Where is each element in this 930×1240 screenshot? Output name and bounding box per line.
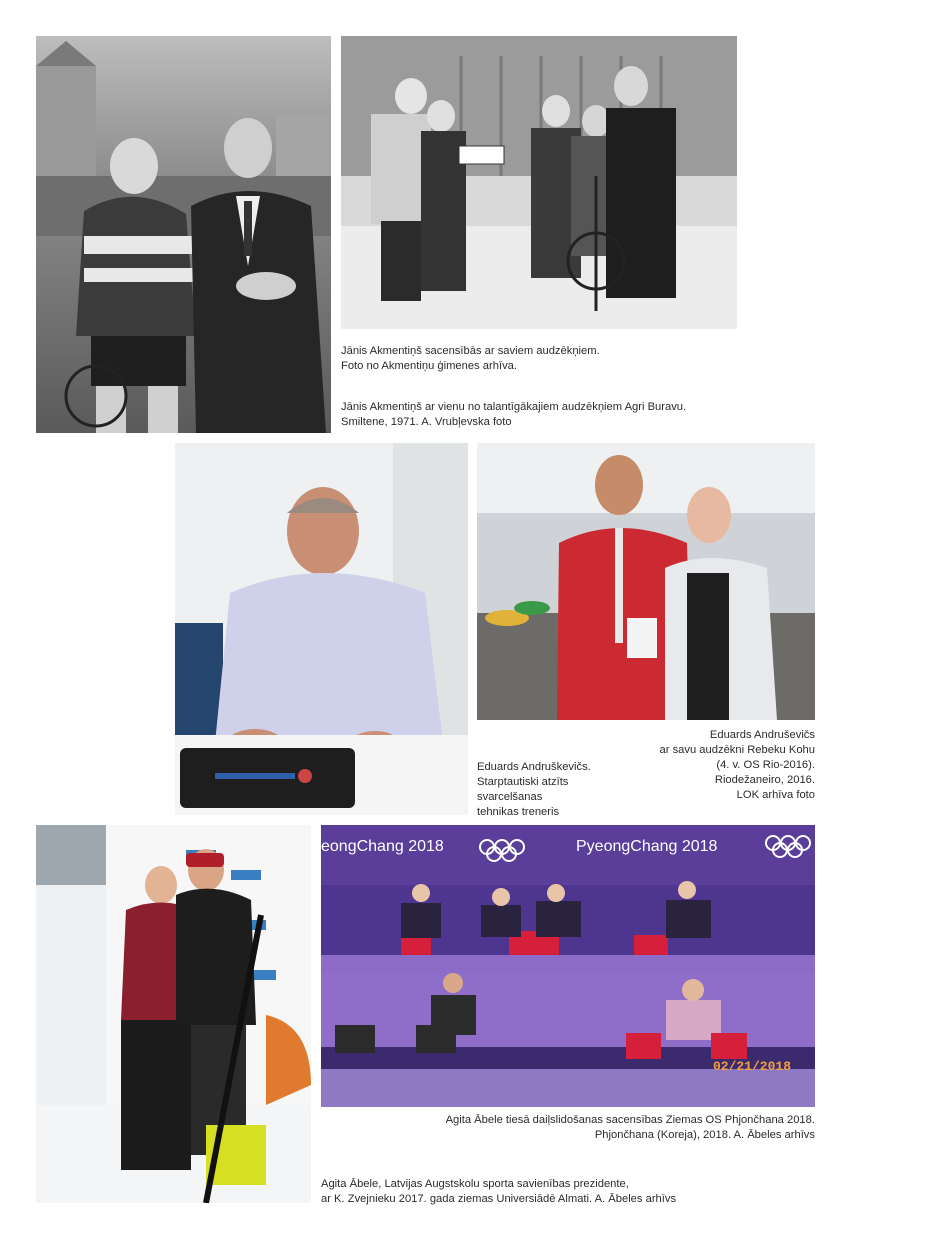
caption-andrusevics-koha (660, 728, 815, 803)
caption-line: Riodežaneiro, 2016. (714, 774, 815, 786)
photo-abele-universiade (36, 825, 311, 1203)
caption-line: ar K. Zvejnieku 2017. gada ziemas Universiādē Almati. A. Ābeles arhīvs (321, 1193, 677, 1205)
caption-line: Smiltene, 1971. A. Vrubļevska foto (341, 416, 512, 428)
photo-akmentins-cyclist (36, 36, 331, 433)
photo-abele-pyeongchang (321, 825, 815, 1107)
caption-andruskevics (477, 760, 591, 820)
caption-line: Foto no Akmentiņu ģimenes arhīva. (341, 360, 517, 372)
caption-abele-universiade (321, 1177, 676, 1207)
caption-line: Phjončhana (Koreja), 2018. A. Ābeles arhīvs (594, 1129, 815, 1141)
banner-right: PyeongChang 2018 (576, 838, 718, 855)
caption-line: Starptautiski atzīts (477, 776, 569, 788)
caption-line: LOK arhīva foto (736, 789, 815, 801)
caption-abele-pyeongchang (446, 1113, 815, 1143)
caption-line: Eduards Andruševičs (709, 729, 815, 741)
caption-line: ar savu audzēkni Rebeku Kohu (659, 744, 815, 756)
photo-andruskevics-desk (175, 443, 468, 815)
caption-line: Agita Ābele tiesā daiļslidošanas sacensības Ziemas OS Phjončhana 2018. (445, 1114, 815, 1126)
caption-line: svarcelšanas (477, 791, 543, 803)
photo-akmentins-winter (341, 36, 737, 329)
date-stamp: 02/21/2018 (713, 1059, 792, 1074)
caption-line: Eduards Andruškevičs. (477, 761, 591, 773)
caption-akmentins-cyclist (341, 400, 686, 430)
caption-akmentins-winter (341, 344, 600, 374)
caption-line: Jānis Akmentiņš sacensībās ar saviem audzēkņiem. (341, 345, 600, 357)
caption-line: Jānis Akmentiņš ar vienu no talantīgākajiem audzēkņiem Agri Buravu. (341, 401, 687, 413)
caption-line: tehnikas treneris (477, 806, 560, 818)
photo-andrusevics-koha (477, 443, 815, 720)
caption-line: (4. v. OS Rio-2016). (716, 759, 815, 771)
caption-line: Agita Ābele, Latvijas Augstskolu sporta savienības prezidente, (321, 1178, 629, 1190)
banner-left: eongChang 2018 (321, 838, 444, 855)
